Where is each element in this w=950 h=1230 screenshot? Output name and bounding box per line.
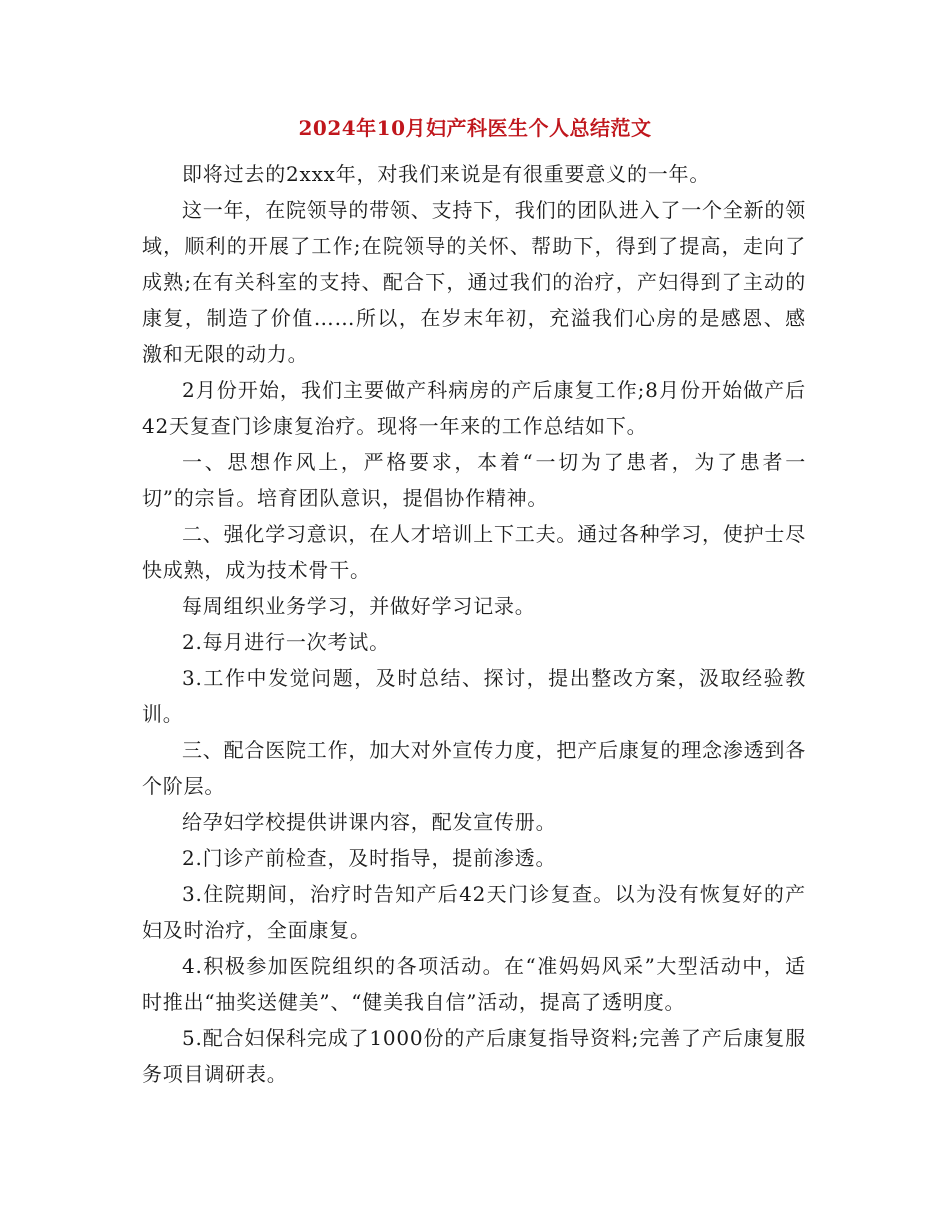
list-item: 4.积极参加医院组织的各项活动。在“准妈妈风采”大型活动中，适时推出“抽奖送健美”、“健美我自信”活动，提高了透明度。: [142, 954, 806, 1014]
list-item: 2.每月进行一次考试。: [182, 630, 390, 654]
document-title: 2024年10月妇产科医生个人总结范文: [298, 116, 652, 140]
paragraph-section-2: 二、强化学习意识，在人才培训上下工夫。通过各种学习，使护士尽快成熟，成为技术骨干。: [142, 522, 806, 582]
paragraph-section-3: 三、配合医院工作，加大对外宣传力度，把产后康复的理念渗透到各个阶层。: [142, 738, 806, 798]
list-item: 2.门诊产前检查，及时指导，提前渗透。: [182, 846, 557, 870]
paragraph-year-review: 这一年，在院领导的带领、支持下，我们的团队进入了一个全新的领域，顺利的开展了工作;在院领导的关怀、帮助下，得到了提高，走向了成熟;在有关科室的支持、配合下，通过我们的治疗，产妇得到了主动的康复，制造了价值……所以，在岁末年初，充溢我们心房的是感恩、感激和无限的动力。: [142, 198, 806, 366]
list-item: 给孕妇学校提供讲课内容，配发宣传册。: [182, 810, 557, 834]
paragraph-section-1: 一、思想作风上，严格要求，本着“一切为了患者，为了患者一切”的宗旨。培育团队意识，提倡协作精神。: [142, 450, 806, 510]
paragraph-intro: 即将过去的2xxx年，对我们来说是有很重要意义的一年。: [182, 162, 711, 186]
list-item: 每周组织业务学习，并做好学习记录。: [182, 594, 536, 618]
list-item: 3.工作中发觉问题，及时总结、探讨，提出整改方案，汲取经验教训。: [142, 666, 806, 726]
list-item: 5.配合妇保科完成了1000份的产后康复指导资料;完善了产后康复服务项目调研表。: [142, 1026, 806, 1086]
paragraph-work-start: 2月份开始，我们主要做产科病房的产后康复工作;8月份开始做产后42天复查门诊康复治疗。现将一年来的工作总结如下。: [142, 378, 806, 438]
document-body: [142, 156, 806, 1092]
list-item: 3.住院期间，治疗时告知产后42天门诊复查。以为没有恢复好的产妇及时治疗，全面康复。: [142, 882, 806, 942]
